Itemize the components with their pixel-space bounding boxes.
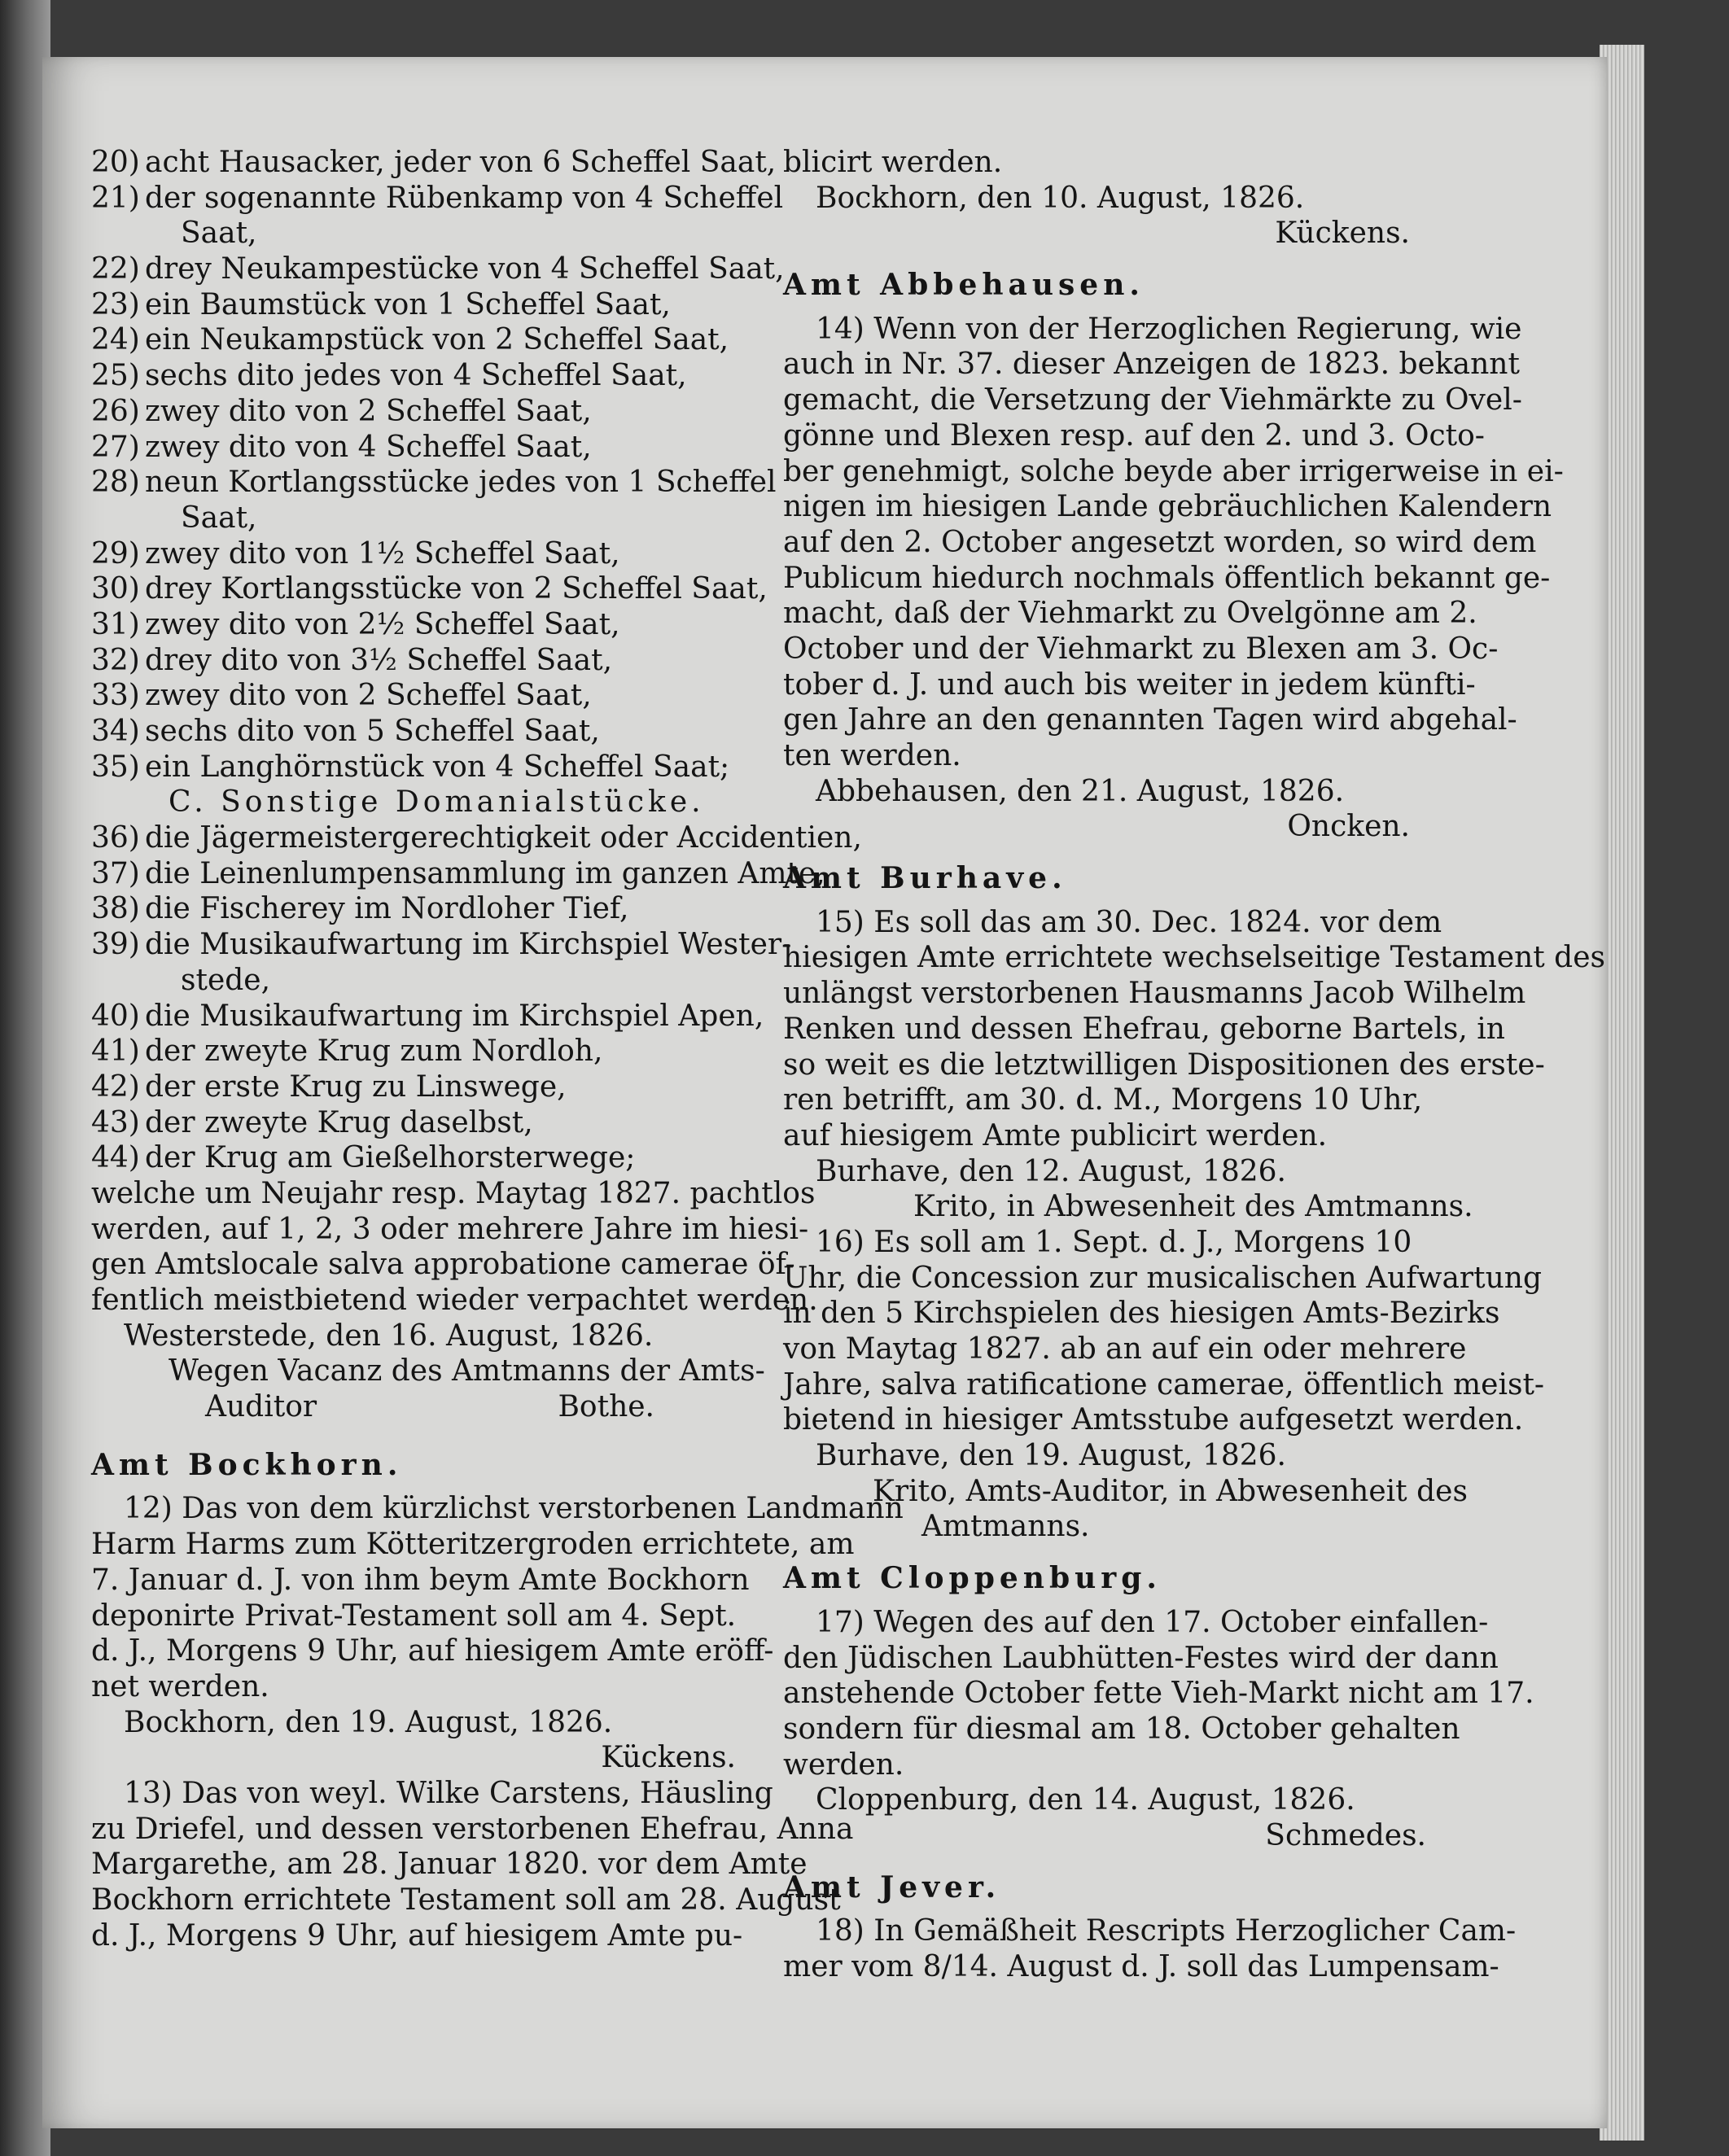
- list-item: [91, 358, 752, 394]
- item-number: 42): [91, 1069, 140, 1104]
- paragraph-line: 15) Es soll das am 30. Dec. 1824. vor dem: [816, 905, 1442, 939]
- list-item: [91, 322, 752, 358]
- notice-12-date: Bockhorn, den 19. August, 1826.: [124, 1705, 613, 1739]
- westerstede-signature-2: [91, 1389, 752, 1425]
- list-item: [91, 287, 752, 323]
- closing-line: werden, auf 1, 2, 3 oder mehrere Jahre im hiesi-: [91, 1212, 809, 1246]
- list-item: [91, 536, 752, 572]
- item-text: der Krug am Gießelhorsterwege;: [145, 1141, 636, 1175]
- item-text: die Musikaufwartung im Kirchspiel Wester-: [145, 928, 792, 962]
- item-number: 28): [91, 466, 140, 500]
- notice-13-line: d. J., Morgens 9 Uhr, auf hiesigem Amte pu-: [91, 1918, 743, 1953]
- notice-17: [783, 1605, 1534, 1782]
- notice-16: [783, 1225, 1545, 1438]
- notice-15-signature: Krito, in Abwesenheit des Amtmanns.: [913, 1190, 1473, 1224]
- item-number: 32): [91, 643, 140, 677]
- notice-18: [783, 1913, 1517, 1984]
- list-item: [91, 927, 792, 963]
- item-number: 33): [91, 679, 140, 713]
- paragraph-line: Publicum hiedurch nochmals öffentlich bekannt ge-: [783, 561, 1551, 595]
- item-number: 36): [91, 821, 140, 855]
- item-text: die Fischerey im Nordloher Tief,: [145, 892, 629, 926]
- list-item: [91, 999, 764, 1034]
- domain-list-b: [91, 820, 862, 1176]
- paragraph-line: werden.: [783, 1747, 904, 1782]
- notice-13-date: Bockhorn, den 10. August, 1826.: [816, 181, 1305, 215]
- list-item: [91, 750, 752, 785]
- notice-12-line: 12) Das von dem kürzlichst verstorbenen Landmann: [124, 1492, 904, 1526]
- item-text: drey Kortlangsstücke von 2 Scheffel Saat,: [145, 572, 768, 606]
- paragraph-line: sondern für diesmal am 18. October gehalten: [783, 1712, 1460, 1746]
- paragraph-line: gen Jahre an den genannten Tagen wird abgehal-: [783, 703, 1517, 737]
- section-heading-c: C. Sonstige Domanialstücke.: [169, 785, 705, 820]
- closing-line: fentlich meistbietend wieder verpachtet werden.: [91, 1284, 818, 1317]
- closing-line: gen Amtslocale salva approbatione camerae öf-: [91, 1248, 795, 1282]
- item-text: sechs dito von 5 Scheffel Saat,: [145, 715, 600, 748]
- item-number: 26): [91, 394, 140, 428]
- paragraph-line: so weit es die letztwilligen Dispositionen des erste-: [783, 1047, 1545, 1082]
- item-text: die Musikaufwartung im Kirchspiel Apen,: [145, 999, 764, 1033]
- list-item: [91, 963, 752, 999]
- item-text: ein Langhörnstück von 4 Scheffel Saat;: [145, 750, 730, 784]
- item-number: 21): [91, 181, 140, 215]
- notice-13-continuation: blicirt werden.: [783, 146, 1003, 179]
- item-number: 37): [91, 856, 140, 890]
- item-number: 29): [91, 536, 140, 571]
- notice-13-signature: Kückens.: [1275, 216, 1410, 251]
- item-text: sechs dito jedes von 4 Scheffel Saat,: [145, 359, 687, 393]
- item-number: 20): [91, 146, 140, 179]
- paragraph-line: 18) In Gemäßheit Rescripts Herzoglicher Cam-: [816, 1914, 1517, 1948]
- paragraph-line: ren betrifft, am 30. d. M., Morgens 10 Uhr,: [783, 1083, 1423, 1117]
- westerstede-date: Westerstede, den 16. August, 1826.: [124, 1319, 654, 1353]
- notice-14: [783, 312, 1564, 774]
- paragraph-line: Renken und dessen Ehefrau, geborne Bartels, in: [783, 1012, 1505, 1046]
- notice-12-line: 7. Januar d. J. von ihm beym Amte Bockhorn: [91, 1563, 750, 1597]
- item-text: stede,: [181, 963, 271, 997]
- newspaper-page: [42, 57, 1607, 2128]
- paragraph-line: Jahre, salva ratificatione camerae, öffentlich meist-: [783, 1367, 1545, 1402]
- list-item: [91, 501, 752, 536]
- item-number: 43): [91, 1105, 140, 1139]
- notice-17-signature: Schmedes.: [1265, 1818, 1426, 1852]
- list-item: [91, 856, 825, 892]
- paragraph-line: gemacht, die Versetzung der Viehmärkte zu Ovel-: [783, 383, 1522, 418]
- item-text: die Jägermeistergerechtigkeit oder Accidentien,: [145, 821, 862, 855]
- list-item: [91, 145, 777, 181]
- item-text: zwey dito von 1½ Scheffel Saat,: [145, 536, 620, 571]
- notice-16-signature-2: Amtmanns.: [921, 1510, 1090, 1544]
- paragraph-line: auch in Nr. 37. dieser Anzeigen de 1823. bekannt: [783, 348, 1520, 382]
- item-number: 38): [91, 892, 140, 926]
- list-item: [91, 181, 784, 216]
- paragraph-line: ten werden.: [783, 739, 961, 772]
- westerstede-signature: Wegen Vacanz des Amtmanns der Amts-: [169, 1354, 765, 1388]
- notice-13-line: zu Driefel, und dessen verstorbenen Ehefrau, Anna: [91, 1812, 854, 1846]
- list-item: [91, 571, 768, 607]
- section-heading-jever: Amt Jever.: [783, 1870, 1001, 1905]
- item-text: ein Baumstück von 1 Scheffel Saat,: [145, 287, 671, 321]
- paragraph-line: 16) Es soll am 1. Sept. d. J., Morgens 10: [816, 1225, 1412, 1259]
- item-number: 40): [91, 999, 140, 1033]
- paragraph-line: nigen im hiesigen Lande gebräuchlichen Kalendern: [783, 490, 1552, 524]
- item-text: die Leinenlumpensammlung im ganzen Amte,: [145, 856, 825, 890]
- list-item: [91, 1034, 752, 1069]
- auditor-label: Auditor: [205, 1390, 317, 1424]
- list-item: [91, 216, 752, 251]
- item-text: zwey dito von 2 Scheffel Saat,: [145, 394, 592, 428]
- item-text: der sogenannte Rübenkamp von 4 Scheffel: [145, 181, 784, 215]
- notice-15: [783, 905, 1606, 1154]
- section-heading-burhave: Amt Burhave.: [783, 861, 1067, 896]
- paragraph-line: bietend in hiesiger Amtsstube aufgesetzt werden.: [783, 1403, 1524, 1437]
- list-item: [91, 430, 752, 466]
- list-item: [91, 820, 862, 856]
- paragraph-line: October und der Viehmarkt zu Blexen am 3. Oc-: [783, 632, 1499, 666]
- item-number: 30): [91, 572, 140, 606]
- paragraph-line: Uhr, die Concession zur musicalischen Aufwartung: [783, 1261, 1543, 1295]
- item-text: der erste Krug zu Linswege,: [145, 1069, 567, 1104]
- paragraph-line: unlängst verstorbenen Hausmanns Jacob Wilhelm: [783, 977, 1526, 1011]
- item-text: der zweyte Krug zum Nordloh,: [145, 1034, 603, 1069]
- paragraph-line: auf hiesigem Amte publicirt werden.: [783, 1118, 1328, 1152]
- item-text: zwey dito von 4 Scheffel Saat,: [145, 430, 592, 464]
- item-number: 34): [91, 715, 140, 748]
- paragraph-line: gönne und Blexen resp. auf den 2. und 3. Octo-: [783, 418, 1485, 453]
- section-heading-abbehausen: Amt Abbehausen.: [783, 268, 1145, 303]
- item-text: drey dito von 3½ Scheffel Saat,: [145, 643, 613, 677]
- list-item: [91, 465, 777, 501]
- item-number: 25): [91, 359, 140, 393]
- domain-list-a: [91, 145, 785, 785]
- notice-14-signature: Oncken.: [1287, 810, 1410, 844]
- item-number: 39): [91, 928, 140, 962]
- list-item: [91, 607, 752, 643]
- item-text: neun Kortlangsstücke jedes von 1 Scheffel: [145, 466, 777, 500]
- right-column: [783, 145, 1606, 1985]
- paragraph-line: den Jüdischen Laubhütten-Festes wird der dann: [783, 1641, 1499, 1675]
- list-item: [91, 714, 752, 750]
- item-text: Saat,: [181, 216, 257, 251]
- item-text: drey Neukampestücke von 4 Scheffel Saat,: [145, 252, 785, 286]
- paragraph-line: anstehende October fette Vieh-Markt nicht am 17.: [783, 1677, 1534, 1711]
- item-text: der zweyte Krug daselbst,: [145, 1105, 533, 1139]
- notice-12-line: Harm Harms zum Kötteritzergroden errichtete, am: [91, 1528, 855, 1562]
- list-item: [91, 1069, 752, 1105]
- notice-16-date: Burhave, den 19. August, 1826.: [816, 1439, 1287, 1473]
- paragraph-line: macht, daß der Viehmarkt zu Ovelgönne am 2.: [783, 597, 1477, 631]
- notice-13-line: 13) Das von weyl. Wilke Carstens, Häusling: [124, 1776, 773, 1810]
- item-number: 44): [91, 1141, 140, 1175]
- section-heading-bockhorn: Amt Bockhorn.: [91, 1447, 403, 1482]
- list-item: [91, 643, 752, 679]
- paragraph-line: mer vom 8/14. August d. J. soll das Lumpensam-: [783, 1950, 1499, 1983]
- item-number: 31): [91, 607, 140, 641]
- item-number: 24): [91, 323, 140, 357]
- list-item: [91, 1105, 752, 1141]
- notice-17-date: Cloppenburg, den 14. August, 1826.: [816, 1783, 1355, 1817]
- notice-12-line: d. J., Morgens 9 Uhr, auf hiesigem Amte eröff-: [91, 1634, 774, 1668]
- section-heading-cloppenburg: Amt Cloppenburg.: [783, 1561, 1162, 1596]
- notice-14-date: Abbehausen, den 21. August, 1826.: [816, 774, 1345, 808]
- item-number: 22): [91, 252, 140, 286]
- notice-12-signature: Kückens.: [601, 1741, 736, 1775]
- item-text: zwey dito von 2½ Scheffel Saat,: [145, 607, 620, 641]
- paragraph-line: auf den 2. October angesetzt worden, so wird dem: [783, 525, 1537, 559]
- signer-name: Bothe.: [558, 1390, 654, 1424]
- list-item: [91, 251, 785, 287]
- paragraph-line: 14) Wenn von der Herzoglichen Regierung, wie: [816, 312, 1522, 346]
- paragraph-line: von Maytag 1827. ab an auf ein oder mehrere: [783, 1332, 1467, 1366]
- paragraph-line: ber genehmigt, solche beyde aber irrigerweise in ei-: [783, 454, 1564, 488]
- notice-12-line: deponirte Privat-Testament soll am 4. Sept.: [91, 1598, 737, 1633]
- notice-13-line: Margarethe, am 28. Januar 1820. vor dem Amte: [91, 1848, 808, 1882]
- item-text: zwey dito von 2 Scheffel Saat,: [145, 679, 592, 713]
- item-text: Saat,: [181, 501, 257, 535]
- paragraph-line: tober d. J. und auch bis weiter in jedem künfti-: [783, 667, 1476, 702]
- item-number: 27): [91, 430, 140, 464]
- notice-13-line: Bockhorn errichtete Testament soll am 28. August: [91, 1883, 841, 1917]
- paragraph-line: hiesigen Amte errichtete wechselseitige Testament des: [783, 941, 1606, 975]
- item-number: 41): [91, 1034, 140, 1069]
- list-item: [91, 891, 752, 927]
- list-item: [91, 1140, 752, 1176]
- item-text: ein Neukampstück von 2 Scheffel Saat,: [145, 323, 729, 357]
- notice-12-line: net werden.: [91, 1669, 269, 1703]
- list-item: [91, 394, 752, 430]
- notice-15-date: Burhave, den 12. August, 1826.: [816, 1154, 1287, 1188]
- item-number: 35): [91, 750, 140, 784]
- item-text: acht Hausacker, jeder von 6 Scheffel Saat,: [145, 146, 777, 179]
- paragraph-line: in den 5 Kirchspielen des hiesigen Amts-Bezirks: [783, 1297, 1500, 1331]
- list-item: [91, 678, 752, 714]
- item-number: 23): [91, 287, 140, 321]
- paragraph-line: 17) Wegen des auf den 17. October einfallen-: [816, 1605, 1489, 1639]
- closing-line: welche um Neujahr resp. Maytag 1827. pachtlos: [91, 1176, 816, 1210]
- notice-16-signature: Krito, Amts-Auditor, in Abwesenheit des: [873, 1474, 1468, 1508]
